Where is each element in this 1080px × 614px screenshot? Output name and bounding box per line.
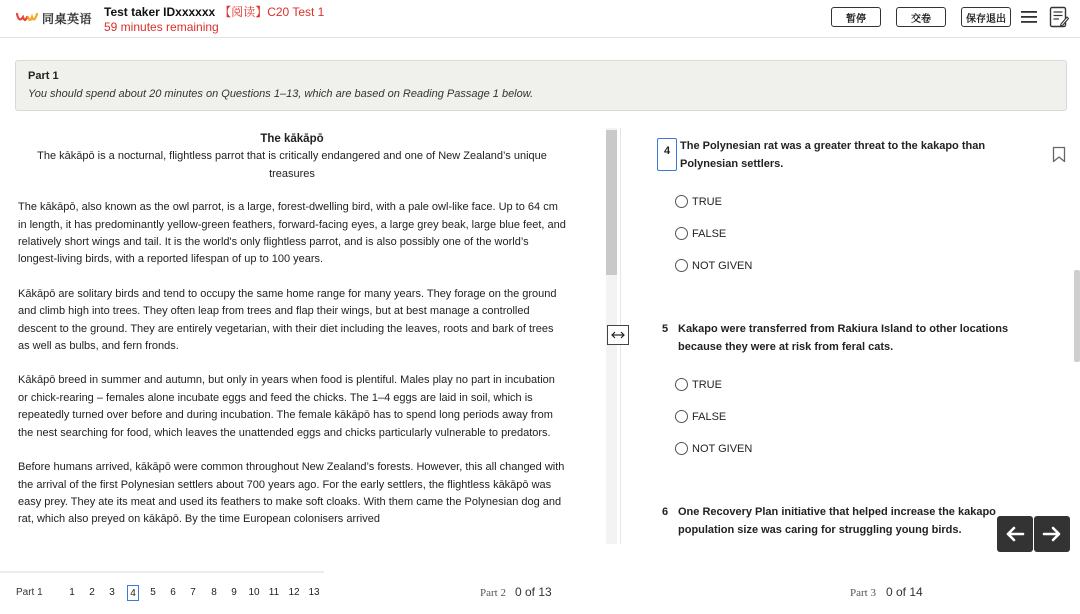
page-button-2[interactable]: 2 xyxy=(89,587,95,598)
passage-scrollbar-thumb[interactable] xyxy=(606,130,617,275)
logo xyxy=(16,9,92,27)
option-not-given[interactable] xyxy=(675,259,752,272)
option-label: FALSE xyxy=(692,227,727,240)
option-label: NOT GIVEN xyxy=(692,442,753,455)
question-text: The Polynesian rat was a greater threat to the kakapo than Polynesian settlers. xyxy=(680,140,986,170)
page-button-8[interactable]: 8 xyxy=(211,587,217,598)
submit-button[interactable]: 交卷 xyxy=(896,7,946,27)
option-label: FALSE xyxy=(692,410,727,423)
option-not-given[interactable] xyxy=(675,442,752,455)
radio-button[interactable] xyxy=(675,378,688,391)
page-button-7[interactable]: 7 xyxy=(190,587,196,598)
time-remaining: 59 minutes remaining xyxy=(104,20,219,34)
passage-subtitle: The kākāpō is a nocturnal, flightless parrot that is critically endangered and one of New Zealand’s unique treasures xyxy=(37,150,547,180)
page-button-11[interactable]: 11 xyxy=(268,587,280,598)
option-label: TRUE xyxy=(692,378,722,391)
test-taker-id: Test taker IDxxxxxx xyxy=(104,5,216,19)
radio-button[interactable] xyxy=(675,410,688,423)
question-number: 6 xyxy=(662,506,669,518)
test-name: 【阅读】C20 Test 1 xyxy=(219,5,325,19)
test-taker-info xyxy=(104,3,324,20)
radio-button[interactable] xyxy=(675,442,688,455)
page-button-5[interactable]: 5 xyxy=(150,587,156,598)
logo-text: 同桌英语 xyxy=(42,11,93,26)
bookmark-icon[interactable] xyxy=(1052,146,1066,163)
notes-icon[interactable] xyxy=(1049,6,1069,28)
option-true[interactable] xyxy=(675,378,722,391)
question-text: One Recovery Plan initiative that helped increase the kakapo population size was caring for struggling young birds. xyxy=(678,506,996,536)
page-button-12[interactable]: 12 xyxy=(288,587,300,598)
logo-icon xyxy=(16,11,38,25)
option-label: TRUE xyxy=(692,195,722,208)
page-button-1[interactable]: 1 xyxy=(69,587,75,598)
top-bar xyxy=(0,0,1080,38)
page-button-10[interactable]: 10 xyxy=(248,587,260,598)
menu-icon[interactable] xyxy=(1021,9,1037,25)
passage-paragraph: The kākāpō, also known as the owl parrot, is a large, forest-dwelling bird, with a pale owl-like face. Up to 64 cm in length, it has predominantly yellow-green feathers, forward-facing eyes, a large grey beak, large blue feet, and relatively short wings and tail. It is the world's only flightless parrot, and is also possibly one of the world’s longest-living birds, with a reported lifespan of up to 100 years. xyxy=(18,201,566,266)
option-false[interactable] xyxy=(675,227,726,240)
option-false[interactable] xyxy=(675,410,726,423)
page-button-6[interactable]: 6 xyxy=(170,587,176,598)
next-arrow-icon[interactable] xyxy=(1034,516,1070,552)
question-number: 5 xyxy=(662,323,669,335)
part-title: Part 1 xyxy=(28,70,59,82)
footer-part3-label[interactable]: Part 3 xyxy=(850,587,876,599)
reading-passage xyxy=(18,130,566,542)
part-banner xyxy=(15,60,1067,111)
passage-paragraph: Kākāpō are solitary birds and tend to occupy the same home range for many years. They forage on the ground and climb high into trees. They often leap from trees and flap their wings, but at best manage a controlled descent to the ground. They are entirely vegetarian, with their diet including the leaves, roots and bark of trees as well as bulbs, and fern fronds. xyxy=(18,287,557,353)
passage-paragraph: Kākāpō breed in summer and autumn, but only in years when food is plentiful. Males play no part in incubation or chick-rearing – females alone incubate eggs and feed the chicks. The 1–4 eggs are laid in soil, which is repeatedly turned over before and during incubation. The female kākāpō has to spend long periods away from the nest searching for food, which leaves the unattended eggs and chicks particularly vulnerable to predators. xyxy=(18,374,555,439)
page-button-3[interactable]: 3 xyxy=(109,587,115,598)
passage-paragraph: Before humans arrived, kākāpō were common throughout New Zealand’s forests. However, this all changed with the arrival of the first Polynesian settlers about 700 years ago. For the early settlers, the flightless kākāpō was easy prey. They ate its meat and used its feathers to make soft cloaks. With them came the Polynesian dog and rat, which also preyed on kākāpō. By the time European colonisers arrived xyxy=(18,461,565,526)
radio-button[interactable] xyxy=(675,259,688,272)
footer-part3-count: 0 of 14 xyxy=(886,585,923,599)
page-button-9[interactable]: 9 xyxy=(231,587,237,598)
previous-arrow-icon[interactable] xyxy=(997,516,1033,552)
page-button-4-current[interactable]: 4 xyxy=(127,585,139,601)
question-text: Kakapo were transferred from Rakiura Island to other locations because they were at risk from feral cats. xyxy=(678,323,1009,353)
radio-button[interactable] xyxy=(675,227,688,240)
option-label: NOT GIVEN xyxy=(692,259,753,272)
save-exit-button[interactable]: 保存退出 xyxy=(961,7,1011,27)
part-instruction: You should spend about 20 minutes on Questions 1–13, which are based on Reading Passage 1 below. xyxy=(28,88,534,100)
option-true[interactable] xyxy=(675,195,722,208)
footer-part2-count: 0 of 13 xyxy=(515,585,552,599)
resize-handle-icon[interactable] xyxy=(607,325,629,345)
footer-part1-label[interactable]: Part 1 xyxy=(16,587,43,598)
radio-button[interactable] xyxy=(675,195,688,208)
pause-button[interactable]: 暂停 xyxy=(831,7,881,27)
page-button-13[interactable]: 13 xyxy=(308,587,320,598)
footer-part2-label[interactable]: Part 2 xyxy=(480,587,506,599)
footer-progress-track xyxy=(0,571,324,573)
question-number-current: 4 xyxy=(657,138,677,171)
questions-scrollbar[interactable] xyxy=(1074,270,1080,362)
passage-title: The kākāpō xyxy=(260,133,324,145)
